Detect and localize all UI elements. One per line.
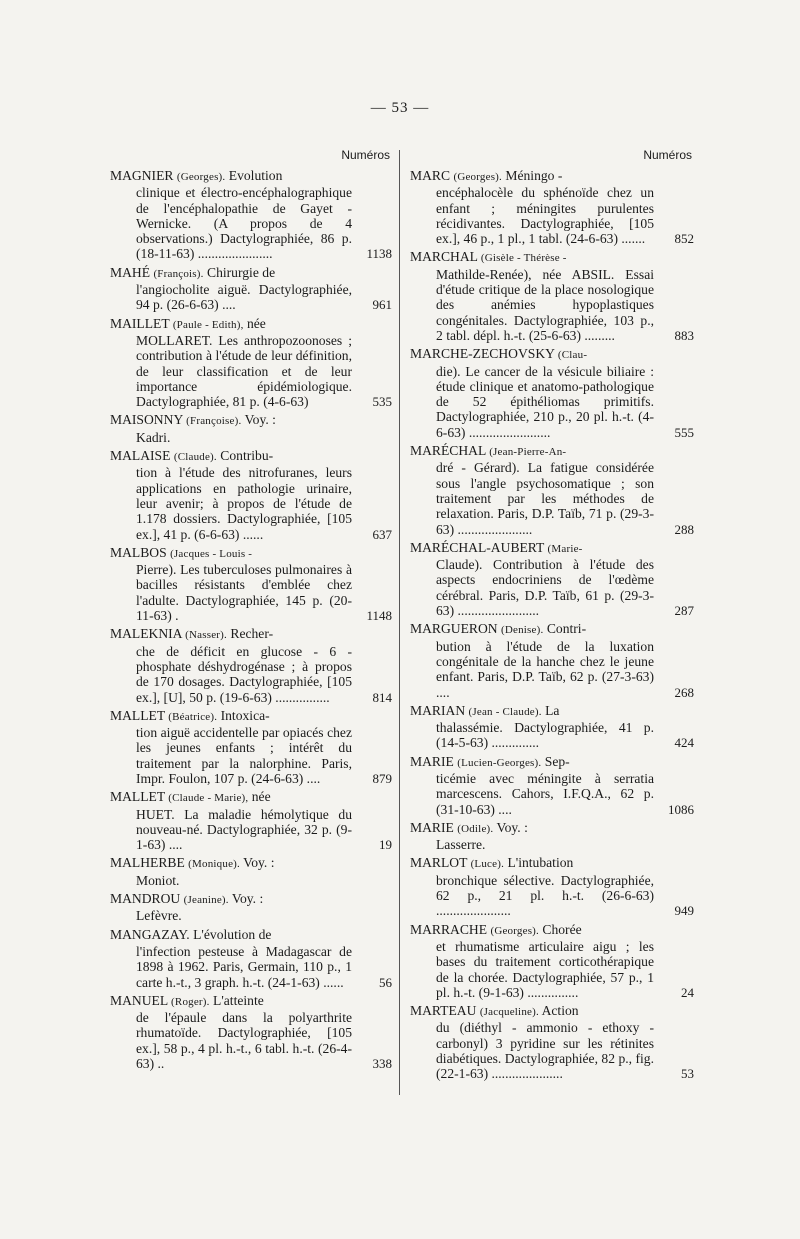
entry-heading-line	[410, 1003, 654, 1020]
entry-description: et rhumatisme articulaire aigu ; les bases du traitement corticothérapique de la chorée. Dactylographiée, 57 p., 1 pl. h.-t. (9-1-63) ...............	[436, 938, 654, 1000]
left-column	[110, 148, 392, 1074]
entry-first-words: Contri-	[546, 621, 587, 637]
index-entry	[410, 540, 694, 618]
entry-heading-line	[110, 891, 352, 908]
author-surname: MARCHE-ZECHOVSKY	[410, 346, 555, 362]
author-given-name: (Monique).	[188, 858, 240, 871]
entry-number: 287	[674, 603, 694, 619]
entry-first-words: Contribu-	[220, 448, 274, 464]
entry-first-words: Voy. :	[243, 855, 275, 871]
entry-heading-line	[110, 993, 352, 1010]
author-surname: MANGAZAY.	[110, 926, 190, 942]
entry-number: 1086	[668, 801, 694, 817]
entry-number: 19	[379, 837, 392, 853]
entry-heading-line	[110, 265, 352, 282]
author-surname: MALHERBE	[110, 855, 185, 871]
index-entry	[110, 855, 392, 888]
entry-number: 53	[681, 1066, 694, 1082]
entry-description: bution à l'étude de la luxation congénitale de la hanche chez le jeune enfant. Paris, D.P. Taïb, 62 p. (27-3-63) ....	[436, 638, 654, 700]
entry-heading-line	[110, 708, 352, 725]
author-given-name: (Claude).	[173, 451, 217, 464]
entry-number: 883	[674, 327, 694, 343]
entry-heading-line	[410, 168, 654, 185]
entry-description: encéphalocèle du sphénoïde chez un enfant ; méningites purulentes récidivantes. Dactylographiée, [105 ex.], 46 p., 1 pl., 1 tabl. (24-6-63) .......	[436, 185, 654, 247]
author-given-name: (Roger).	[171, 995, 210, 1008]
right-column	[410, 148, 694, 1085]
entry-number: 24	[681, 984, 694, 1000]
entry-description: che de déficit en glucose - 6 - phosphate déshydrogénase ; à propos de 170 dosages. Dactylographiée, [105 ex.], [U], 50 p. (19-6-63) ................	[136, 643, 352, 705]
entry-heading-line	[410, 703, 654, 720]
author-surname: MARRACHE	[410, 921, 488, 937]
entry-heading-line	[110, 448, 352, 465]
entry-number: 1138	[366, 246, 392, 262]
author-surname: MALAISE	[110, 448, 171, 464]
author-given-name: (Luce).	[470, 858, 505, 871]
entry-first-words: Voy. :	[231, 891, 264, 907]
entry-description: die). Le cancer de la vésicule biliaire : étude clinique et anatomo-pathologique de 52 épithéliomas primitifs. Dactylographiée, 210 p., 20 pl. h.-t. (4-6-63) ........................	[436, 363, 654, 440]
entry-description: Moniot.	[136, 872, 180, 888]
entry-number: 852	[674, 231, 694, 247]
entry-first-words: L'évolution de	[193, 926, 272, 942]
entry-description: Lasserre.	[436, 837, 486, 853]
index-entry	[110, 708, 392, 786]
index-entry	[110, 891, 392, 924]
index-entry	[110, 316, 392, 410]
author-surname: MARIE	[410, 753, 454, 769]
right-entry-list	[410, 168, 694, 1082]
index-entry	[110, 545, 392, 623]
entry-number: 535	[372, 394, 392, 410]
entry-number: 56	[379, 974, 392, 990]
entry-number: 288	[674, 521, 694, 537]
left-column-header: Numéros	[341, 148, 390, 162]
entry-heading-line	[110, 789, 352, 806]
entry-heading-line	[110, 545, 352, 562]
index-entry	[410, 621, 694, 699]
entry-first-words: Méningo -	[505, 168, 563, 183]
entry-first-words: L'atteinte	[213, 992, 264, 1008]
column-divider	[399, 150, 400, 1095]
entry-description: thalassémie. Dactylographiée, 41 p. (14-5-63) ..............	[436, 720, 654, 751]
index-entry	[410, 820, 694, 853]
author-given-name: (Nasser).	[185, 629, 227, 642]
entry-description: tion aiguë accidentelle par opiacés chez les jeunes enfants ; intérêt du traitement par la nalorphine. Paris, Impr. Foulon, 107 p. (24-6-63) ....	[136, 725, 352, 786]
entry-first-words: Voy. :	[496, 819, 528, 835]
author-surname: MARCHAL	[410, 249, 478, 265]
entry-heading-line	[410, 540, 654, 557]
index-entry	[410, 855, 694, 918]
entry-first-words: Intoxica-	[220, 707, 270, 723]
author-given-name: (Béatrice).	[168, 710, 218, 723]
author-given-name: (Jacques - Louis -	[170, 547, 253, 560]
right-column-header: Numéros	[643, 148, 692, 162]
entry-first-words: Action	[541, 1003, 579, 1019]
entry-description: Pierre). Les tuberculoses pulmonaires à bacilles résistants d'emblée chez l'adulte. Dactylographiée, 145 p. (20-11-63) .	[136, 562, 352, 624]
author-given-name: (Georges).	[453, 171, 502, 183]
entry-description: Mathilde-Renée), née ABSIL. Essai d'étude critique de la place nosologique des anémies hypoplastiques congénitales. Dactylographiée, 103 p., 2 tabl. dépl. h.-t. (25-6-63) .........	[436, 266, 654, 343]
entry-number: 338	[372, 1056, 392, 1072]
entry-number: 555	[674, 424, 694, 440]
entry-heading-line	[410, 346, 654, 363]
entry-first-words: Chirurgie de	[207, 264, 276, 280]
author-surname: MARTEAU	[410, 1003, 477, 1019]
author-surname: MALBOS	[110, 544, 167, 560]
author-surname: MAHÉ	[110, 264, 151, 280]
entry-heading-line	[410, 249, 654, 266]
author-given-name: (François).	[153, 267, 204, 280]
entry-first-words: Evolution	[228, 168, 283, 183]
entry-heading-line	[110, 626, 352, 643]
entry-first-words: née	[246, 315, 266, 331]
index-entry	[110, 626, 392, 704]
entry-heading-line	[110, 927, 352, 944]
author-surname: MALEKNIA	[110, 626, 182, 642]
entry-description: Claude). Contribution à l'étude des aspects endocriniens de l'œdème cérébral. Paris, D.P. Taïb, 61 p. (29-3-63) ........................	[436, 557, 654, 619]
entry-first-words: Voy. :	[244, 412, 276, 428]
entry-description: bronchique sélective. Dactylographiée, 62 p., 21 pl. h.-t. (26-6-63) ......................	[436, 872, 654, 919]
index-entry	[410, 754, 694, 817]
index-entry	[110, 265, 392, 313]
entry-description: l'infection pesteuse à Madagascar de 1898 à 1962. Paris, Germain, 110 p., 1 carte h.-t., 3 graph. h.-t. (24-1-63) ......	[136, 943, 352, 990]
author-surname: MALLET	[110, 789, 165, 805]
entry-number: 268	[674, 684, 694, 700]
entry-heading-line	[410, 922, 654, 939]
author-given-name: (Claude - Marie),	[168, 792, 249, 805]
entry-number: 424	[674, 735, 694, 751]
author-surname: MAGNIER	[110, 168, 174, 183]
index-entry	[410, 249, 694, 343]
author-given-name: (Clau-	[557, 349, 588, 362]
page-number: — 53 —	[370, 100, 430, 116]
author-given-name: (Paule - Edith),	[172, 318, 244, 331]
author-given-name: (Marie-	[547, 542, 583, 555]
author-surname: MARGUERON	[410, 621, 498, 637]
index-entry	[110, 168, 392, 262]
author-given-name: (Georges).	[490, 924, 539, 937]
entry-number: 814	[372, 689, 392, 705]
entry-number: 879	[372, 770, 392, 786]
entry-description: de l'épaule dans la polyarthrite rhumatoïde. Dactylographiée, [105 ex.], 58 p., 4 pl. h.-t., 6 tabl. h.-t. (26-4-63) ..	[136, 1010, 352, 1072]
entry-number: 961	[372, 297, 392, 313]
index-entry	[410, 346, 694, 440]
entry-heading-line	[110, 168, 352, 185]
entry-description: HUET. La maladie hémolytique du nouveau-né. Dactylographiée, 32 p. (9-1-63) ....	[136, 806, 352, 853]
index-entry	[410, 443, 694, 537]
index-entry	[410, 1003, 694, 1081]
entry-description: ticémie avec méningite à serratia marcescens. Cahors, I.F.Q.A., 62 p. (31-10-63) ....	[436, 770, 654, 817]
author-surname: MANDROU	[110, 891, 181, 907]
entry-heading-line	[110, 855, 352, 872]
index-entry	[110, 448, 392, 542]
author-given-name: (Odile).	[457, 822, 494, 835]
entry-description: du (diéthyl - ammonio - ethoxy - carbonyl) 3 pyridine sur les rétinites diabétiques. Dactylographiée, 82 p., fig. (22-1-63) .....................	[436, 1020, 654, 1082]
entry-number: 949	[674, 903, 694, 919]
entry-description: l'angiocholite aiguë. Dactylographiée, 94 p. (26-6-63) ....	[136, 282, 352, 313]
entry-first-words: Sep-	[544, 753, 570, 769]
entry-heading-line	[110, 412, 352, 429]
author-surname: MAILLET	[110, 315, 170, 331]
entry-description: clinique et électro-encéphalographique de l'encéphalopathie de Gayet - Wernicke. (A propos de 4 observations.) Dactylographiée, 86 p. (18-11-63) ......................	[136, 185, 352, 262]
index-entry	[110, 927, 392, 990]
author-given-name: (Georges).	[176, 171, 226, 183]
author-surname: MARLOT	[410, 855, 468, 871]
entry-description: tion à l'étude des nitrofuranes, leurs applications en pathologie urinaire, leur avenir; à propos de l'étude de 1.178 dossiers. Dactylographiée, [105 ex.], 41 p. (6-6-63) ......	[136, 465, 352, 542]
author-given-name: (Gisèle - Thérèse -	[480, 252, 567, 265]
entry-number: 1148	[366, 608, 392, 624]
entry-first-words: Chorée	[542, 921, 582, 937]
entry-first-words: née	[251, 789, 271, 805]
author-given-name: (Françoise).	[186, 415, 242, 428]
index-entry	[410, 703, 694, 751]
author-given-name: (Jeanine).	[183, 894, 229, 907]
author-surname: MANUEL	[110, 992, 168, 1008]
author-surname: MARÉCHAL-AUBERT	[410, 539, 545, 555]
author-surname: MALLET	[110, 707, 165, 723]
entry-description: dré - Gérard). La fatigue considérée sous l'angle psychosomatique ; son traitement par les méthodes de relaxation. Paris, D.P. Taïb, 71 p. (29-3-63) ......................	[436, 460, 654, 537]
entry-first-words: Recher-	[230, 626, 274, 642]
author-given-name: (Denise).	[501, 624, 544, 637]
entry-description: MOLLARET. Les anthropozoonoses ; contribution à l'étude de leur définition, de leur classification et de leur importance épidémiologique. Dactylographiée, 81 p. (4-6-63)	[136, 332, 352, 410]
entry-description: Kadri.	[136, 429, 171, 445]
author-surname: MARC	[410, 168, 451, 183]
entry-number: 637	[372, 526, 392, 542]
entry-heading-line	[410, 754, 654, 771]
author-given-name: (Jean - Claude).	[468, 705, 542, 718]
author-surname: MAISONNY	[110, 412, 183, 428]
left-entry-list	[110, 168, 392, 1071]
index-entry	[110, 412, 392, 445]
entry-first-words: L'intubation	[507, 855, 574, 871]
entry-description: Lefèvre.	[136, 908, 182, 924]
entry-heading-line	[410, 820, 654, 837]
index-entry	[110, 993, 392, 1071]
index-entry	[410, 168, 694, 246]
author-surname: MARIAN	[410, 702, 466, 718]
index-entry	[410, 922, 694, 1000]
author-surname: MARIE	[410, 819, 454, 835]
entry-first-words: La	[545, 702, 560, 718]
entry-heading-line	[110, 316, 352, 333]
entry-heading-line	[410, 443, 654, 460]
author-given-name: (Jean-Pierre-An-	[489, 446, 567, 459]
author-given-name: (Lucien-Georges).	[457, 756, 542, 769]
author-given-name: (Jacqueline).	[479, 1006, 539, 1019]
entry-heading-line	[410, 621, 654, 638]
index-entry	[110, 789, 392, 852]
author-surname: MARÉCHAL	[410, 443, 486, 459]
entry-heading-line	[410, 855, 654, 872]
